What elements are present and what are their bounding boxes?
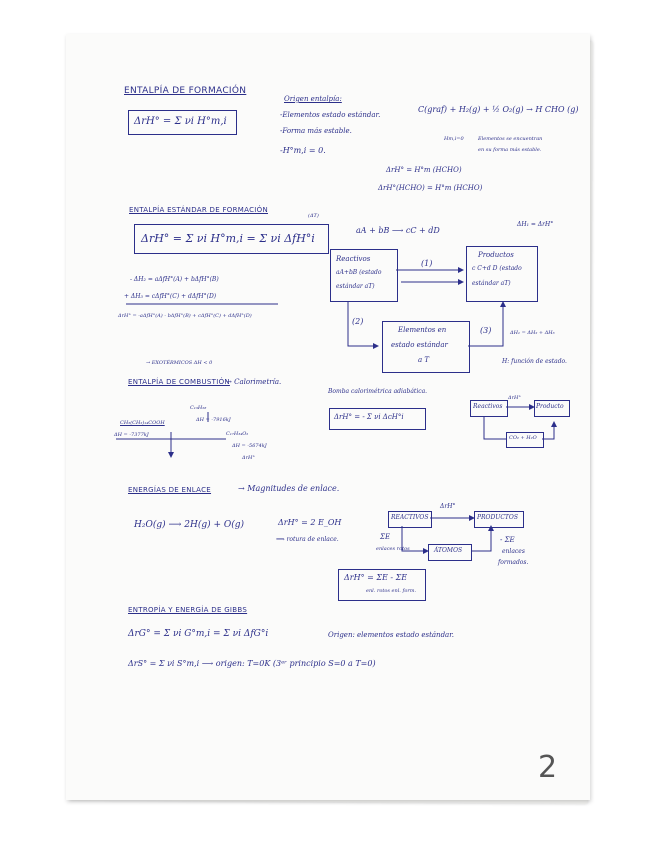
bond-formula: ΔrH° = ΣE - ΣE bbox=[344, 573, 408, 582]
dh-ch3: ΔH = -7377kJ bbox=[114, 432, 149, 438]
elementos-line-2: estado estándar bbox=[391, 341, 448, 349]
bomb-dh: ΔrH° bbox=[508, 395, 521, 401]
water-dh: ΔrH° = 2 E_OH bbox=[278, 518, 342, 527]
elements-note-2: en su forma más estable. bbox=[478, 147, 542, 153]
bond-magnitudes: → Magnitudes de enlace. bbox=[238, 484, 340, 493]
formula-standard: ΔrH° = Σ νi H°m,i = Σ νi ΔfH°i bbox=[141, 232, 315, 245]
heading-formation-enthalpy: ENTALPÍA DE FORMACIÓN bbox=[124, 86, 247, 96]
elementos-line-1: Elementos en bbox=[398, 326, 447, 334]
state-function: H: función de estado. bbox=[502, 358, 567, 365]
elementos-line-3: a T bbox=[418, 356, 430, 364]
productos-line-2: c C+d D (estado bbox=[472, 265, 522, 272]
bond-dh: ΔrH° bbox=[440, 503, 456, 510]
origin-line-3: -H°m,i = 0. bbox=[280, 146, 326, 155]
bond-formula-sub: enl. rotos enl. form. bbox=[366, 588, 417, 594]
dh3-line: + ΔH₃ = cΔfH°(C) + dΔfH°(D) bbox=[124, 293, 217, 300]
heading-standard-formation: ENTALPÍA ESTÁNDAR DE FORMACIÓN bbox=[129, 206, 268, 214]
productos-line-3: estándar aT) bbox=[472, 280, 511, 287]
heading-entropy-gibbs: ENTROPÍA Y ENERGÍA DE GIBBS bbox=[128, 606, 248, 614]
reaction-hcho: C(graf) + H₂(g) + ½ O₂(g) → H CHO (g) bbox=[418, 105, 579, 114]
bomb-producto: Producto bbox=[536, 403, 564, 410]
formula-formation: ΔrH° = Σ νi H°m,i bbox=[134, 116, 227, 127]
entropy-formula: ΔrS° = Σ νi S°m,i ⟶ origen: T=0K (3ᵉʳ principio S=0 a T=0) bbox=[128, 659, 376, 668]
bonds-formed-2: formados. bbox=[498, 559, 529, 566]
hmi-note: Hm,i=0 bbox=[444, 136, 464, 142]
bomb-reactivos: Reactivos bbox=[473, 403, 503, 410]
compound-ch3: CH₃(CH₂)₁₄COOH bbox=[120, 420, 165, 426]
reaction-top: aA + bB ⟶ cC + dD bbox=[356, 226, 440, 235]
path-1: (1) bbox=[421, 259, 433, 268]
reactivos-line-1: Reactivos bbox=[336, 255, 371, 263]
atoms-label: ÁTOMOS bbox=[434, 547, 463, 554]
page-number: 2 bbox=[538, 750, 558, 785]
bonds-formed-1: enlaces bbox=[502, 548, 525, 555]
dh-sum: ΔH₁ = ΔH₂ + ΔH₃ bbox=[510, 330, 555, 336]
bonds-broken: enlaces rotos bbox=[376, 546, 410, 552]
heading-combustion: ENTALPÍA DE COMBUSTIÓN bbox=[128, 378, 230, 386]
water-reaction: H₂O(g) ⟶ 2H(g) + O(g) bbox=[134, 520, 245, 530]
sum-e-broken: ΣE bbox=[380, 533, 391, 541]
origin-line-1: -Elementos estado estándar. bbox=[280, 111, 381, 119]
dh-r: ΔrH° bbox=[242, 455, 255, 461]
gibbs-origin: Origen: elementos estado estándar. bbox=[328, 631, 455, 639]
dh-c17: ΔH = -5674kJ bbox=[232, 443, 267, 449]
bond-breaking-note: ⟹ rotura de enlace. bbox=[276, 536, 339, 543]
bond-productos: PRODUCTOS bbox=[477, 514, 518, 521]
compound-c17: C₁₇H₃₄O₂ bbox=[226, 431, 249, 437]
co2-label: CO₂ + H₂O bbox=[509, 435, 537, 441]
productos-line-1: Productos bbox=[478, 251, 514, 259]
exothermic-note: → EXOTÉRMICOS ΔH < 0 bbox=[146, 360, 213, 366]
path-2: (2) bbox=[352, 317, 364, 326]
gibbs-formula: ΔrG° = Σ νi G°m,i = Σ νi ΔfG°i bbox=[128, 629, 269, 639]
notebook-page bbox=[66, 34, 590, 800]
reactivos-line-2: aA+bB (estado bbox=[336, 269, 382, 276]
path-3: (3) bbox=[480, 326, 492, 335]
dh-result-line: ΔrH° = -aΔfH°(A) - bΔfH°(B) + cΔfH°(C) + dΔfH°(D) bbox=[118, 313, 252, 319]
heading-bond-energies: ENERGÍAS DE ENLACE bbox=[128, 486, 212, 494]
bomb-formula: ΔrH° = - Σ νi ΔcH°i bbox=[334, 413, 404, 421]
calorimetry-label: → Calorimetría. bbox=[226, 378, 282, 386]
dh1-label: ΔH₁ = ΔrH° bbox=[517, 221, 554, 228]
minus-sum-e: - ΣE bbox=[500, 536, 515, 544]
bond-reactivos: REACTIVOS bbox=[391, 514, 429, 521]
origin-line-2: -Forma más estable. bbox=[280, 127, 352, 135]
equation-2: ΔrH°(HCHO) = H°m (HCHO) bbox=[378, 184, 483, 192]
reactivos-line-3: estándar aT) bbox=[336, 283, 375, 290]
compound-c13: C₁₃H₂₈ bbox=[190, 405, 207, 411]
dh2-line: - ΔH₂ = aΔfH°(A) + bΔfH°(B) bbox=[130, 276, 219, 283]
bomb-title: Bomba calorimétrica adiabática. bbox=[328, 388, 428, 395]
elements-note-1: Elementos se encuentran bbox=[478, 136, 543, 142]
dh-c13: ΔH = -7916kJ bbox=[196, 417, 231, 423]
origin-title: Origen entalpía: bbox=[284, 95, 342, 103]
temperature-sup: (ΔT) bbox=[308, 213, 319, 219]
equation-1: ΔrH° = H°m (HCHO) bbox=[386, 166, 462, 174]
